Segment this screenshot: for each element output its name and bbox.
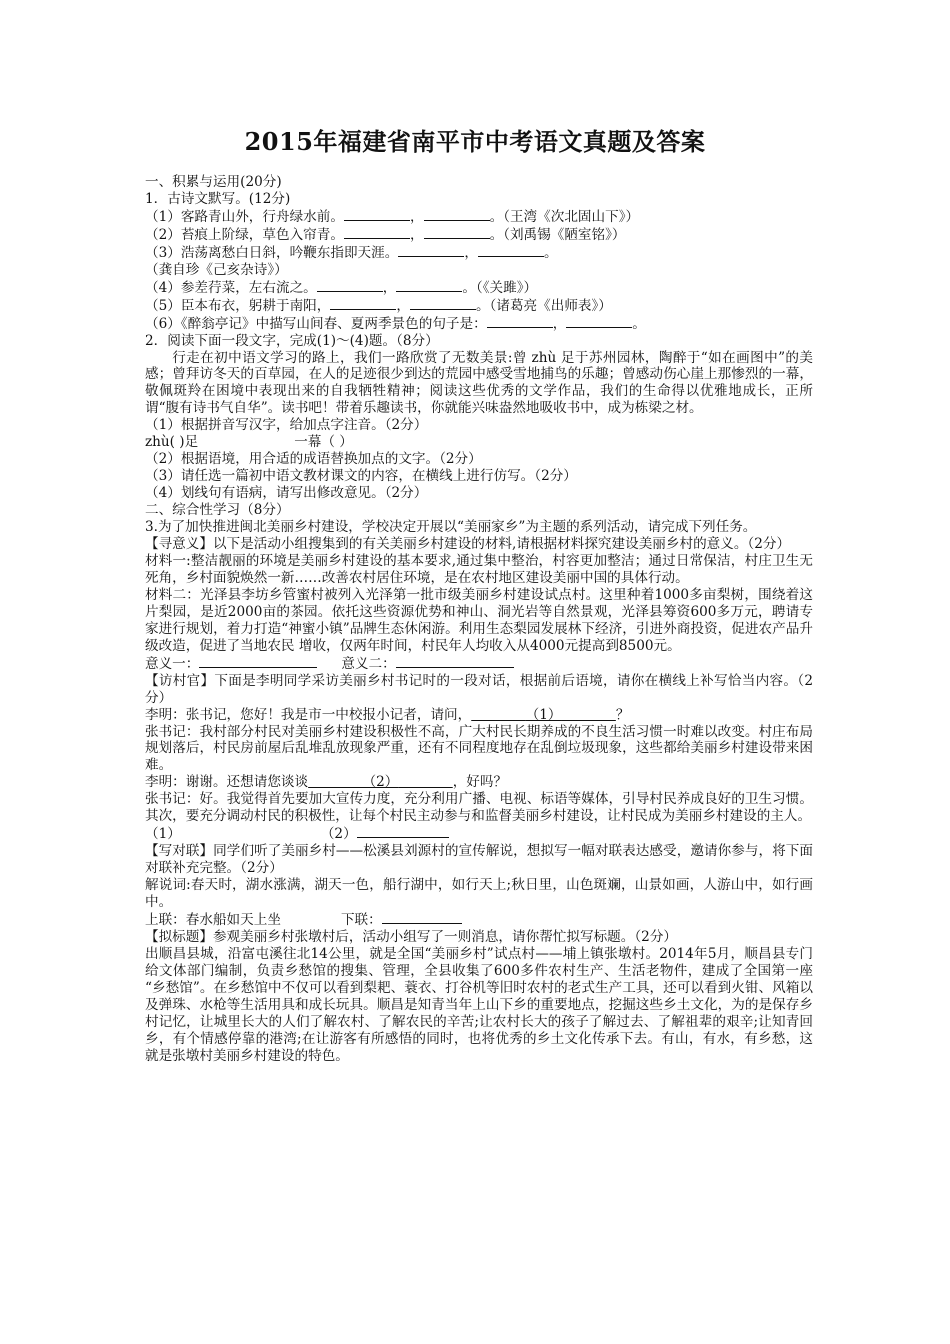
answer-blank[interactable]	[396, 655, 514, 668]
answer-blank[interactable]	[357, 825, 449, 838]
section-heading: 一、积累与运用(20分)	[145, 174, 282, 190]
answer-blank[interactable]	[344, 208, 410, 221]
document-title: 2015年福建省南平市中考语文真题及答案	[244, 127, 706, 156]
dialogue-line-4: 张书记：好。我觉得首先要加大宣传力度，充分利用广播、电视、标语等媒体，引导村民养成良好的卫生习惯。其次，要充分调动村民的积极性，让每个村民主动参与和监督美丽乡村建设，让村民成为美丽乡村建设的主人。	[145, 791, 813, 825]
question-3: 3.为了加快推进闽北美丽乡村建设，学校决定开展以“美丽家乡”为主题的系列活动，请完成下列任务。	[145, 519, 757, 536]
answer-blank[interactable]	[398, 244, 464, 257]
pinyin-line: zhù( )足 一幕（ ）	[145, 434, 353, 451]
answer-blank[interactable]	[566, 315, 632, 328]
answer-blank[interactable]	[344, 226, 410, 239]
commentary: 解说词:春天时，湖水涨满，湖天一色，船行湖中，如行天上;秋日里，山色斑斓，山景如画，人游山中，如行画中。	[145, 877, 813, 911]
dialogue-line-2: 张书记：我村部分村民对美丽乡村建设积极性不高，广大村民长期养成的不良生活习惯一时难以改变。村庄布局规划落后，村民房前屋后乱堆乱放现象严重，还有不同程度地存在乱倒垃圾现象，这些都给美丽乡村建设带来困难。	[145, 723, 813, 774]
task-interview: 【访村官】下面是李明同学采访美丽乡村书记时的一段对话，根据前后语境，请你在横线上补写恰当内容。（2分）	[145, 672, 813, 706]
poem-line-5: （5）臣本布衣，躬耕于南阳， ， 。（诸葛亮《出师表》）	[145, 297, 612, 314]
news-passage: 出顺昌县城，沿富屯溪往北14公里，就是全国“美丽乡村”试点村——埔上镇张墩村。2014年5月，顺昌县专门给文体部门编制，负责乡愁馆的搜集、管理，全县收集了600多件农村生产、生活老物件，建成了全国第一座 “乡愁馆”。在乡愁馆中不仅可以看到梨耙、蓑衣、打谷机等旧时农村的老式生产工具，还可以看到火钳、风箱以及弹珠、水枪等生活用具和成长玩具。顺昌是知青当年上山下乡的重要地点，挖掘这些乡土文化，为的是保存乡村记忆，让城里长大的人们了解农村、了解农民的辛苦;让农村长大的孩子了解过去、了解祖辈的艰辛;让知青回乡，有个情感停靠的港湾;在让游客有所感悟的同时，也将优秀的乡土文化传承下去。有山，有水，有乡愁，这就是张墩村美丽乡村建设的特色。	[145, 945, 813, 1064]
dialogue-line-3: 李明：谢谢。还想请您谈谈 （2） ，好吗？	[145, 774, 508, 791]
answer-blank[interactable]	[424, 208, 490, 221]
poem-line-3-source: （龚自珍《己亥杂诗》）	[145, 261, 288, 278]
material-1: 材料一:整洁靓丽的环境是美丽乡村建设的基本要求,通过集中整治，村容更加整洁；通过日常保洁，村庄卫生无死角，乡村面貌焕然一新……改善农村居住环境，是在农村地区建设美丽中国的具体行动。	[145, 552, 813, 586]
answer-blank[interactable]	[487, 315, 553, 328]
answer-blank[interactable]	[478, 244, 544, 257]
section-heading: 二、综合性学习（8分）	[145, 502, 290, 519]
task-headline: 【拟标题】参观美丽乡村张墩村后，活动小组写了一则消息，请你帮忙拟写标题。（2分）	[145, 928, 678, 945]
question-2-3: （3）请任选一篇初中语文教材课文的内容，在横线上进行仿写。（2分）	[145, 468, 577, 485]
question-2-2: （2）根据语境，用合适的成语替换加点的文字。（2分）	[145, 451, 482, 468]
question-1: 1．古诗文默写。(12分)	[145, 190, 291, 207]
answer-blank[interactable]	[410, 297, 476, 310]
answer-blank[interactable]	[396, 279, 462, 292]
question-2: 2．阅读下面一段文字，完成(1)～(4)题。（8分）	[145, 332, 439, 349]
couplet-line: 上联：春水船如天上坐 下联：	[145, 911, 813, 929]
question-2-1: （1）根据拼音写汉字，给加点字注音。（2分）	[145, 417, 428, 434]
material-2: 材料二：光泽县李坊乡管蜜村被列入光泽第一批市级美丽乡村建设试点村。这里种着1000多亩梨树，围绕着这片梨园，是近2000亩的茶园。依托这些资源优势和神山、洞光岩等自然景观，光泽县筹资600多万元，聘请专家进行规划，着力打造“神蜜小镇”品牌生态休闲游。利用生态梨园发展林下经济，引进外商投资，促进农产品升级改造，促进了当地农民 增收，仅两年时间，村民年人均收入从4000元提高到8500元。	[145, 586, 813, 654]
answer-blank[interactable]	[330, 297, 396, 310]
dialogue-line-1: 李明：张书记，您好！我是市一中校报小记者，请问， （1） ？	[145, 706, 630, 723]
poem-line-2: （2）苔痕上阶绿，草色入帘青。 ， 。（刘禹锡《陋室铭》）	[145, 226, 626, 243]
answer-blank[interactable]: （2）	[362, 774, 399, 791]
answer-blank[interactable]	[317, 279, 383, 292]
poem-line-4: （4）参差荇菜，左右流之。 ， 。（《关雎》）	[145, 279, 538, 296]
poem-line-3: （3）浩荡离愁白日斜，吟鞭东指即天涯。 ， 。	[145, 244, 558, 261]
poem-line-6: （6）《醉翁亭记》中描写山间春、夏两季景色的句子是： ， 。	[145, 315, 646, 332]
question-2-4: （4）划线句有语病，请写出修改意见。（2分）	[145, 485, 428, 502]
document-body	[145, 174, 813, 1065]
answer-blank[interactable]	[382, 911, 462, 924]
task-find-meaning: 【寻意义】以下是活动小组搜集到的有关美丽乡村建设的材料,请根据材料探究建设美丽乡村的意义。（2分）	[145, 536, 791, 553]
task-couplet: 【写对联】同学们听了美丽乡村——松溪县刘源村的宣传解说，想拟写一幅对联表达感受，邀请你参与，将下面对联补充完整。（2分）	[145, 843, 813, 877]
answer-blank[interactable]	[424, 226, 490, 239]
reading-passage: 行走在初中语文学习的路上，我们一路欣赏了无数美景:曾 zhù 足于苏州园林，陶醉于“如在画图中”的美感；曾拜访冬天的百草园，在人的足迹很少到达的荒园中感受雪地捕鸟的乐趣；曾感动伤心崖上那惨烈的一幕，敬佩斑羚在困境中表现出来的自我牺牲精神；阅读这些优秀的文学作品，我们的生命得以优雅地成长，正所谓“腹有诗书气自华”。读书吧！带着乐趣读书，你就能兴味盎然地吸收书中，成为栋梁之材。	[145, 349, 813, 417]
interview-answers: （1） （2）	[145, 825, 813, 843]
answer-blank[interactable]	[199, 655, 317, 668]
poem-line-1: （1）客路青山外，行舟绿水前。 ， 。（王湾《次北固山下》）	[145, 208, 640, 225]
answer-blank[interactable]: （1）	[525, 706, 562, 723]
meaning-answers: 意义一： 意义二：	[145, 655, 813, 673]
